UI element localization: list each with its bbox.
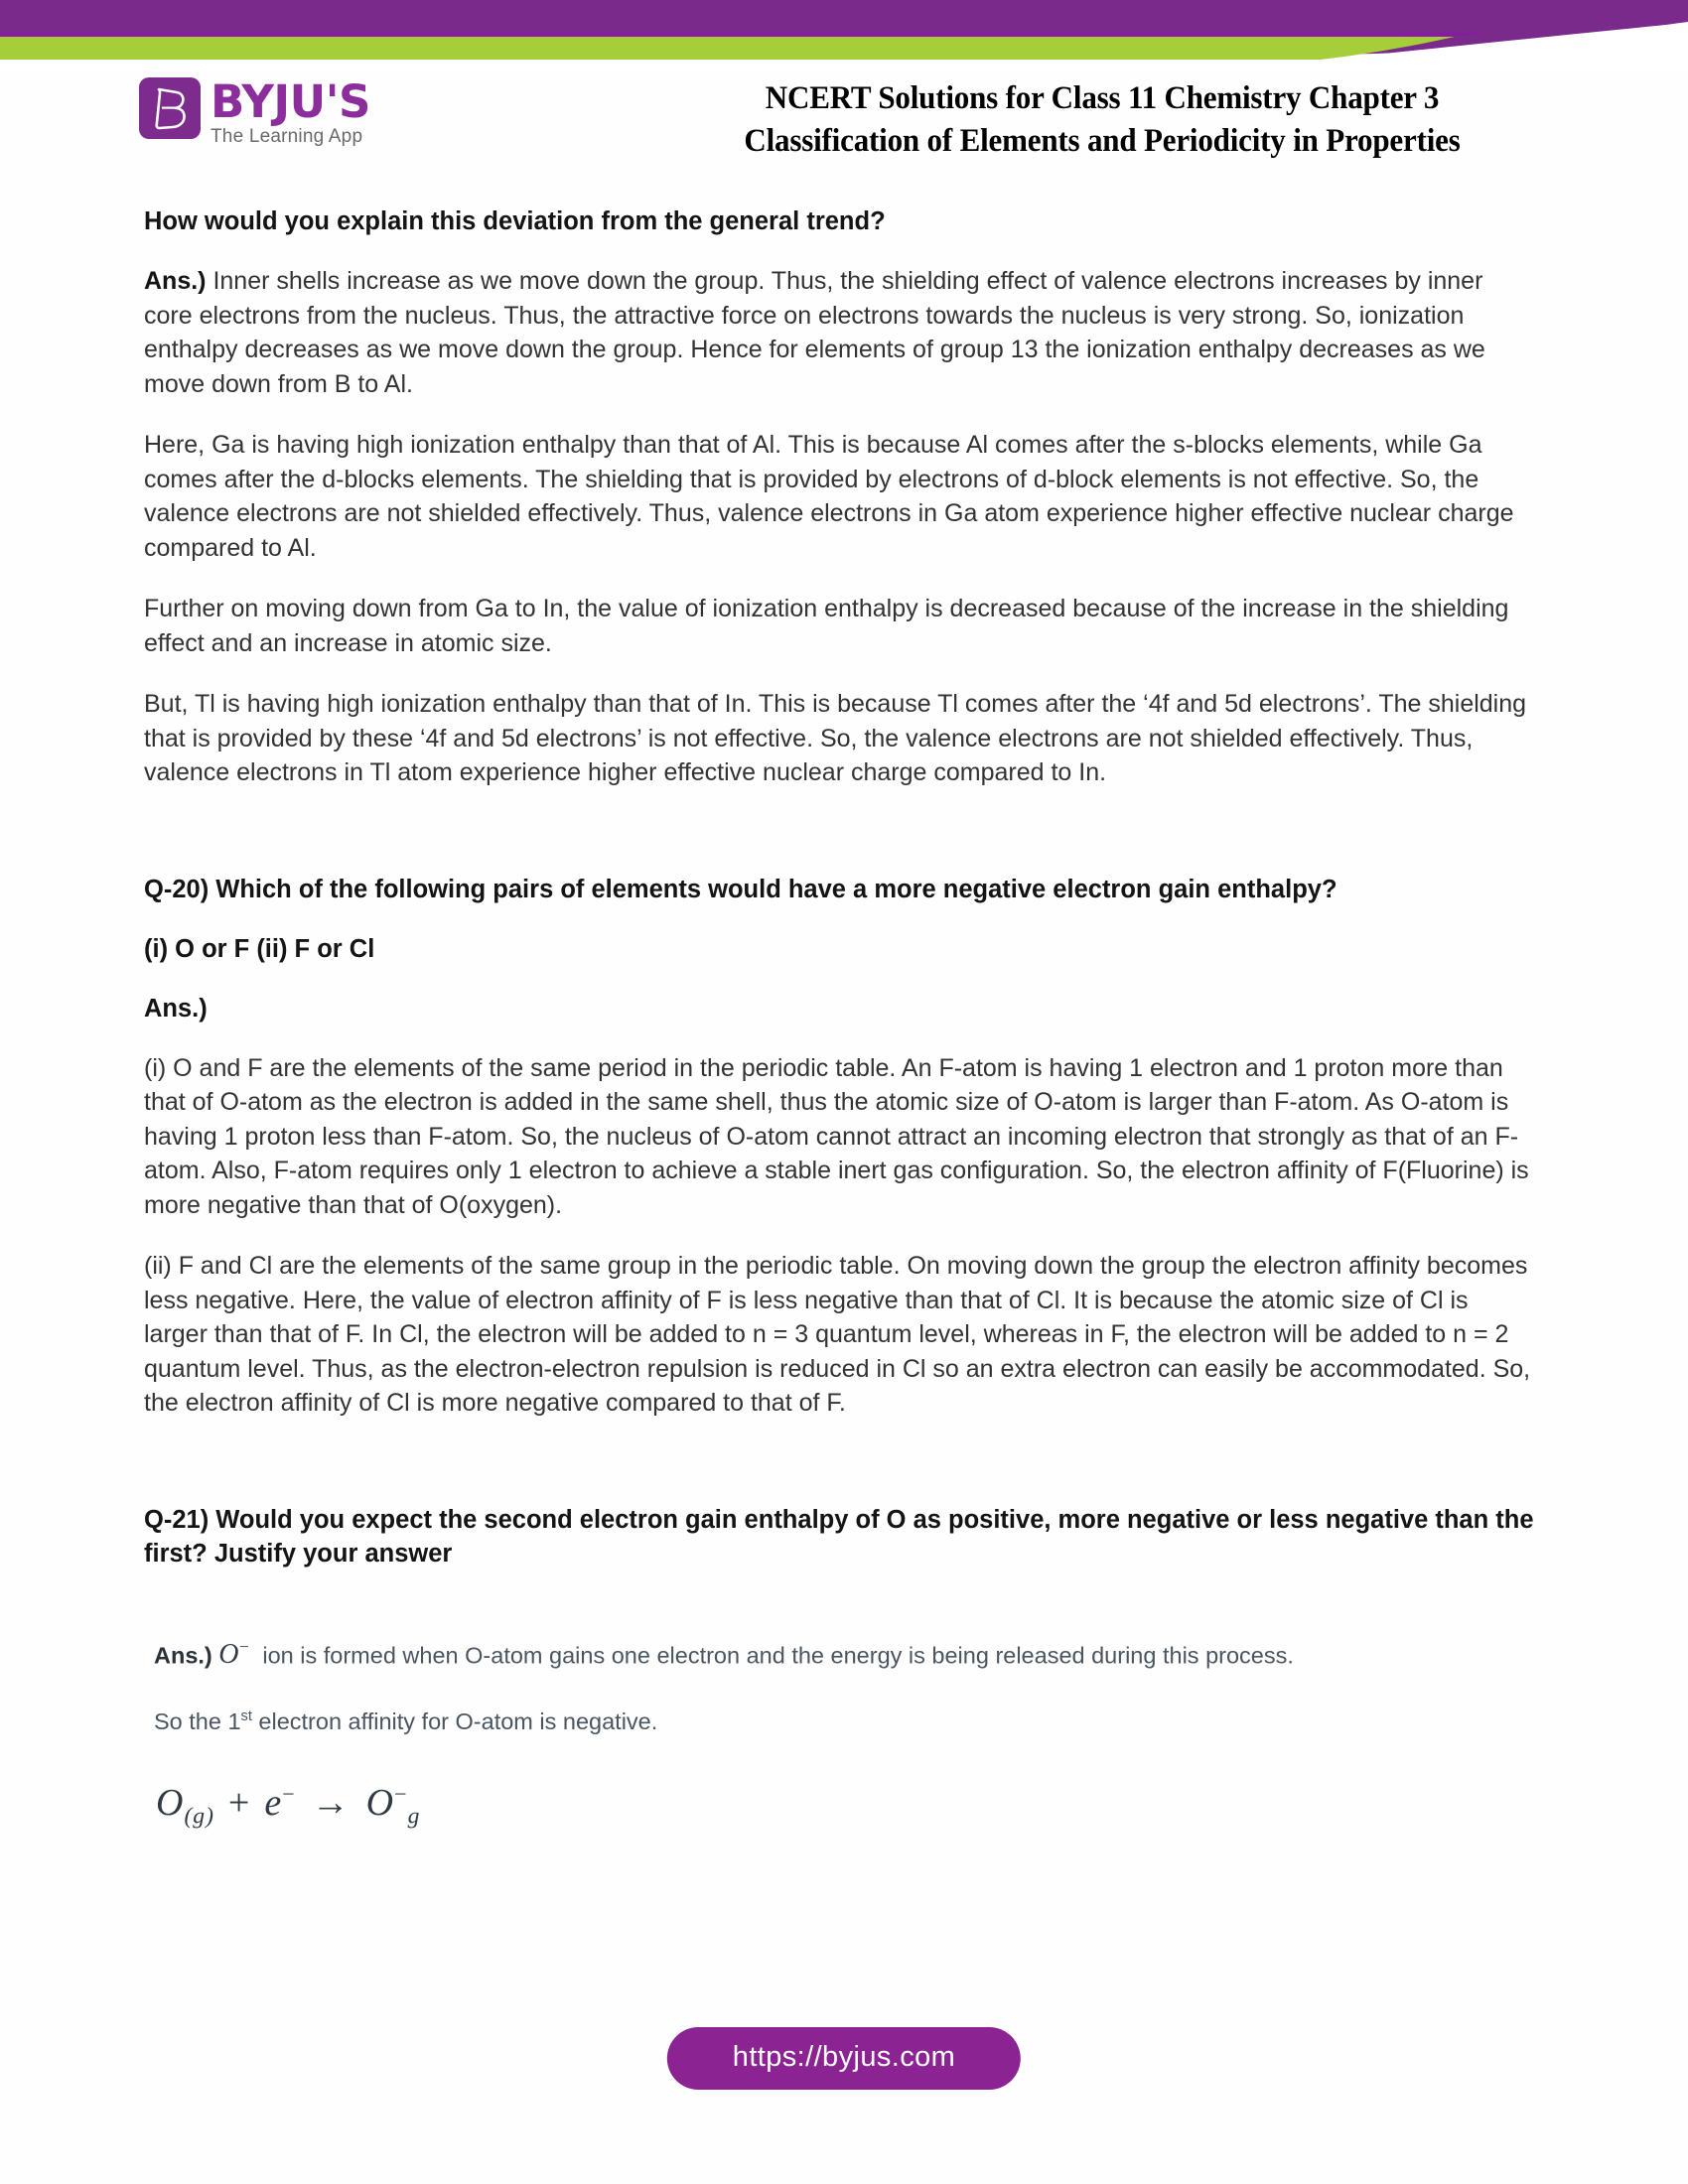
section-gap-2: [144, 1447, 1534, 1503]
oxide-ion-letter: O: [218, 1638, 240, 1670]
equation-arrow-icon: →: [311, 1781, 351, 1824]
ordinal-suffix: st: [240, 1707, 252, 1724]
first-affinity-post: electron affinity for O-atom is negative.: [251, 1707, 658, 1734]
oxide-ion-charge: −: [239, 1637, 250, 1657]
question-21-heading: Q-21) Would you expect the second electron gain enthalpy of O as positive, more negative or less negative than the first? Justify your answer: [144, 1505, 1534, 1568]
answer-paragraph-intro-text: Inner shells increase as we move down the group. Thus, the shielding effect of valence electrons increases by inner core electrons from the nucleus. Thus, the attractive force on electrons towards the nucleus is very strong. So, ionization enthalpy decreases as we move down the group. Hence for elements of group 13 the ionization enthalpy decreases as we move down from B to Al.: [144, 267, 1485, 398]
answer-gap: [144, 1596, 1534, 1632]
equation-plus-operator: +: [227, 1781, 251, 1824]
equation-reactant-state: (g): [184, 1803, 214, 1830]
equation-reactant-symbol: O: [156, 1781, 185, 1824]
document-title: [589, 77, 1616, 163]
paragraph-gallium: Here, Ga is having high ionization enthalpy than that of Al. This is because Al comes after the s-blocks elements, while Ga comes after the d-blocks elements. The shielding that is provided by electrons of d-block elements is not effective. So, the valence electrons are not shielded effectively. Thus, valence electrons in Ga atom experience higher effective nuclear charge compared to Al.: [144, 431, 1514, 562]
section-gap: [144, 817, 1534, 873]
equation-product: [365, 1781, 421, 1830]
paragraph-thallium: But, Tl is having high ionization enthalpy than that of In. This is because Tl comes after the ‘4f and 5d electrons’. The shielding that is provided by these ‘4f and 5d electrons’ is not effective. So, the valence electrons are not shielded effectively. Thus, valence electrons in Tl atom experience higher effective nuclear charge compared to In.: [144, 690, 1527, 786]
previous-question-heading: How would you explain this deviation from the general trend?: [144, 207, 886, 235]
page-header: [0, 69, 1688, 179]
logo-wordmark: BYJU'S: [211, 75, 370, 128]
question-20-answer-part-ii: (ii) F and Cl are the elements of the same group in the periodic table. On moving down the group the electron affinity becomes less negative. Here, the value of electron affinity of F is less negative than that of Cl. It is because the atomic size of Cl is larger than that of F. In Cl, the electron will be added to n = 3 quantum level, whereas in F, the electron will be added to n = 2 quantum level. Thus, as the electron-electron repulsion is reduced in Cl so an extra electron can easily be accommodated. So, the electron affinity of Cl is more negative compared to that of F.: [144, 1252, 1531, 1417]
page-footer: [0, 2005, 1688, 2184]
letter-b-glyph-icon: [151, 86, 189, 130]
equation-product-charge: −: [394, 1781, 408, 1806]
equation-electron-symbol: e: [264, 1781, 283, 1824]
equation-electron: [264, 1782, 295, 1824]
first-affinity-pre: So the 1: [154, 1707, 241, 1734]
website-url-label: https://byjus.com: [732, 2041, 956, 2073]
website-url-button[interactable]: [667, 2027, 1021, 2090]
equation-electron-charge: −: [282, 1781, 296, 1806]
chemical-equation: [144, 1781, 1534, 1831]
answer-paragraph-intro: [144, 264, 1534, 401]
document-body: [144, 205, 1534, 1830]
question-20-heading: Q-20) Which of the following pairs of elements would have a more negative electron gain enthalpy?: [144, 875, 1337, 903]
decorative-header-bars: [0, 0, 1688, 69]
bars-bottom-mask: [0, 60, 1688, 69]
equation-product-state: g: [407, 1803, 421, 1830]
question-20-options: (i) O or F (ii) F or Cl: [144, 934, 375, 963]
question-20-answer-label: Ans.): [144, 994, 208, 1023]
question-20-answer-part-i: (i) O and F are the elements of the same period in the periodic table. An F-atom is having 1 electron and 1 proton more than that of O-atom as the electron is added in the same shell, thus the atomic size of O-atom is larger than F-atom. As O-atom is having 1 proton less than F-atom. So, the nucleus of O-atom cannot attract an incoming electron that strongly as that of an F-atom. Also, F-atom requires only 1 electron to achieve a stable inert gas configuration. So, the electron affinity of F(Fluorine) is more negative than that of O(oxygen).: [144, 1053, 1529, 1219]
question-21-answer-text: ion is formed when O-atom gains one electron and the energy is being released during this process.: [255, 1641, 1294, 1668]
equation-product-symbol: O: [365, 1781, 395, 1824]
oxide-ion-symbol: [218, 1639, 249, 1670]
ans-label: Ans.): [144, 267, 207, 295]
byjus-logo: [139, 77, 370, 148]
paragraph-indium: Further on moving down from Ga to In, the value of ionization enthalpy is decreased because of the increase in the shielding effect and an increase in atomic size.: [144, 595, 1509, 657]
question-21-answer-line-1: [144, 1632, 1534, 1671]
logo-tagline: The Learning App: [211, 126, 363, 147]
equation-reactant: [156, 1781, 214, 1830]
green-bar: [0, 37, 1455, 60]
question-21-answer-line-2: [144, 1701, 1534, 1737]
document-title-line-1: NCERT Solutions for Class 11 Chemistry Chapter 3: [765, 80, 1440, 116]
question-21-ans-label: Ans.): [154, 1641, 212, 1668]
byjus-logo-mark-icon: [139, 77, 201, 139]
document-title-line-2: Classification of Elements and Periodicity in Properties: [744, 123, 1461, 159]
